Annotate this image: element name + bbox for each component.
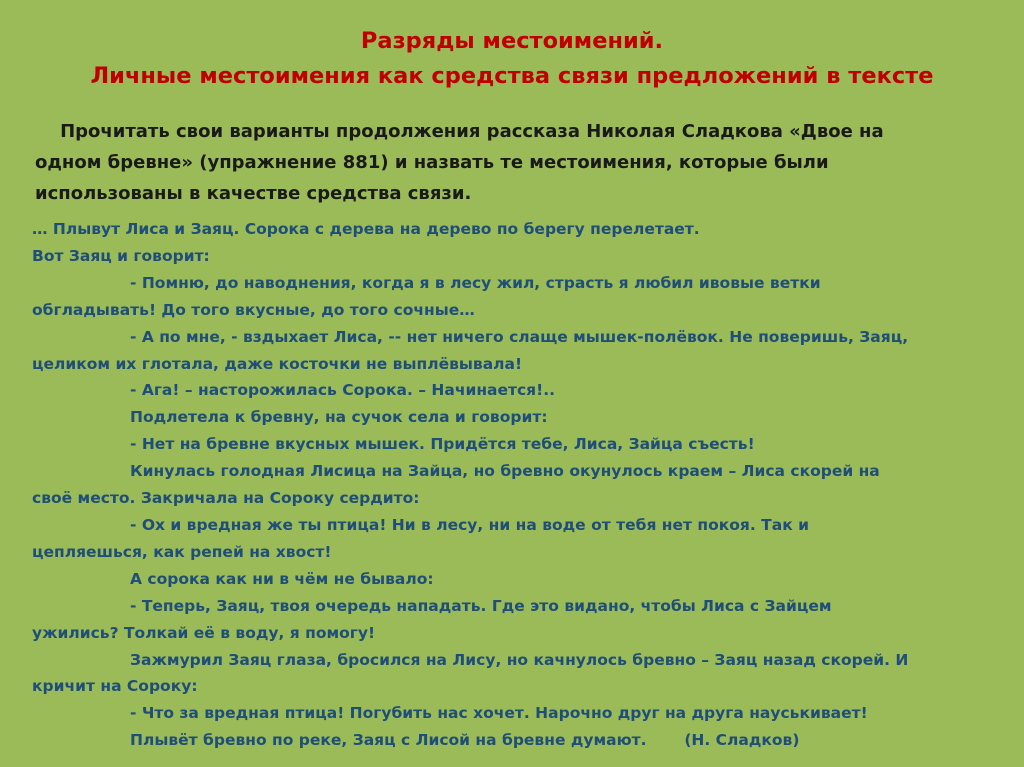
- slide-subtitle: Личные местоимения как средства связи предложений в тексте: [90, 63, 934, 89]
- instruction-line: использованы в качестве средства связи.: [35, 183, 472, 204]
- story-line: цепляешься, как репей на хвост!: [32, 542, 332, 561]
- story-line: своё место. Закричала на Сороку сердито:: [32, 489, 420, 508]
- story-line: Подлетела к бревну, на сучок села и говорит:: [130, 408, 548, 427]
- story-line: - Помню, до наводнения, когда я в лесу жил, страсть я любил ивовые ветки: [130, 273, 821, 292]
- story-line: А сорока как ни в чём не бывало:: [130, 569, 434, 588]
- story-line: - Нет на бревне вкусных мышек. Придётся тебе, Лиса, Зайца съесть!: [130, 435, 755, 454]
- story-line: - Теперь, Заяц, твоя очередь нападать. Где это видано, чтобы Лиса с Зайцем: [130, 596, 832, 615]
- instruction-line: Прочитать свои варианты продолжения рассказа Николая Сладкова «Двое на: [35, 121, 884, 142]
- story-line: кричит на Сороку:: [32, 677, 198, 696]
- story-line: ужились? Толкай её в воду, я помогу!: [32, 623, 376, 642]
- story-line: - А по мне, - вздыхает Лиса, -- нет ничего слаще мышек-полёвок. Не поверишь, Заяц,: [130, 327, 909, 346]
- story-line: - Ох и вредная же ты птица! Ни в лесу, ни на воде от тебя нет покоя. Так и: [130, 515, 809, 534]
- slide-title: Разряды местоимений.: [360, 28, 664, 54]
- story-line: - Ага! – насторожилась Сорока. – Начинается!..: [130, 381, 555, 400]
- instruction-line: одном бревне» (упражнение 881) и назвать те местоимения, которые были: [35, 152, 829, 173]
- story-line: целиком их глотала, даже косточки не выплёвывала!: [32, 354, 523, 373]
- story-line: Кинулась голодная Лисица на Зайца, но бревно окунулось краем – Лиса скорей на: [130, 462, 880, 481]
- story-line: Зажмурил Заяц глаза, бросился на Лису, но качнулось бревно – Заяц назад скорей. И: [130, 650, 909, 669]
- story-line: Вот Заяц и говорит:: [32, 246, 210, 265]
- story-line: Плывёт бревно по реке, Заяц с Лисой на бревне думают. (Н. Сладков): [130, 731, 800, 750]
- story-line: … Плывут Лиса и Заяц. Сорока с дерева на дерево по берегу перелетает.: [32, 220, 700, 238]
- story-line: - Что за вредная птица! Погубить нас хочет. Нарочно друг на друга науськивает!: [130, 704, 868, 723]
- story-line: обгладывать! До того вкусные, до того сочные…: [32, 300, 475, 319]
- task-instruction: [35, 116, 985, 209]
- story-text: [32, 216, 992, 754]
